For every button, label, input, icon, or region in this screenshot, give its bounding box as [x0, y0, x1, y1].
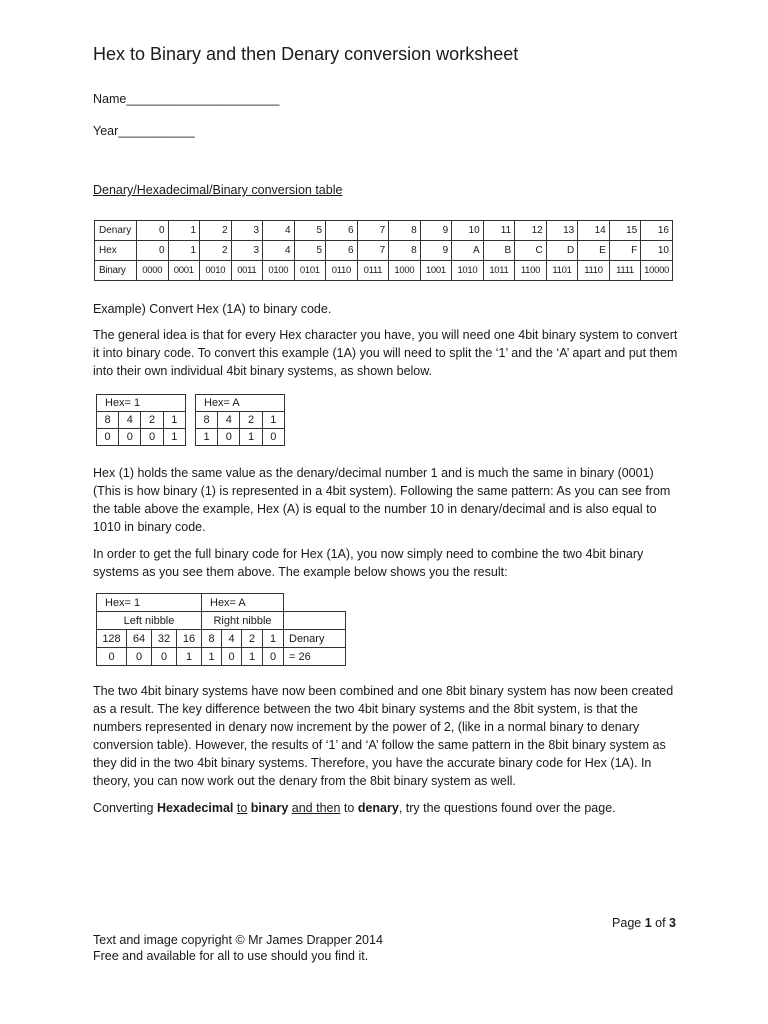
table-cell: 1011: [483, 261, 515, 281]
hex-row: [95, 241, 673, 261]
denary-label: Denary: [284, 630, 346, 648]
conversion-table: [94, 220, 673, 281]
table-cell: 0: [137, 221, 169, 241]
table-cell: 1100: [515, 261, 547, 281]
nibble-header: Hex= A: [196, 395, 285, 412]
weight-cell: 4: [218, 412, 240, 429]
bit-cell: 0: [127, 648, 152, 666]
nibble-header: Hex= 1: [97, 395, 186, 412]
table-cell: A: [452, 241, 484, 261]
table-cell: 0110: [326, 261, 358, 281]
weight-cell: 64: [127, 630, 152, 648]
underlined-to: to: [236, 801, 248, 815]
bit-cell: 0: [152, 648, 177, 666]
copyright-line: Text and image copyright © Mr James Drapper 2014: [93, 933, 383, 947]
table-cell: 16: [641, 221, 673, 241]
table-cell: 2: [200, 241, 232, 261]
table-cell: 0001: [168, 261, 200, 281]
page-number: [612, 916, 676, 930]
table-cell: 0: [137, 241, 169, 261]
page-total: 3: [669, 916, 676, 930]
table-cell: 1111: [609, 261, 641, 281]
byte-table: [96, 593, 346, 666]
example-title: Example) Convert Hex (1A) to binary code.: [93, 302, 332, 316]
bit-cell: 1: [202, 648, 222, 666]
binary-row: [95, 261, 673, 281]
table-cell: E: [578, 241, 610, 261]
bit-cell: 0: [263, 648, 284, 666]
weight-cell: 1: [163, 412, 185, 429]
page-prefix: Page: [612, 916, 645, 930]
page-current: 1: [644, 916, 652, 930]
bold-term-hexadecimal: Hexadecimal: [156, 801, 234, 815]
table-cell: 10: [641, 241, 673, 261]
weight-cell: 4: [222, 630, 242, 648]
table-cell: 8: [389, 241, 421, 261]
weight-cell: 4: [119, 412, 141, 429]
weight-cell: 16: [177, 630, 202, 648]
bit-cell: 0: [97, 429, 119, 446]
table-cell: 2: [200, 221, 232, 241]
table-cell: 3: [231, 241, 263, 261]
table-cell: 13: [546, 221, 578, 241]
bit-cell: 0: [218, 429, 240, 446]
row-label: Hex: [95, 241, 137, 261]
weight-cell: 1: [263, 630, 284, 648]
right-nibble-label: Right nibble: [202, 612, 284, 630]
table-cell: 0000: [137, 261, 169, 281]
paragraph-nibble-explanation: Hex (1) holds the same value as the denary/decimal number 1 and is much the same in binary (0001) (This is how binary (1) is represented in a 4bit system). Following the same pattern: As you can see from the table above the example, Hex (A) is equal to the number 10 in denary/decimal and is also equal to 1010 in binary code.: [93, 466, 671, 534]
table-cell: 9: [420, 221, 452, 241]
table-cell: 3: [231, 221, 263, 241]
weight-cell: 8: [97, 412, 119, 429]
table-cell: 6: [326, 221, 358, 241]
table-cell: 9: [420, 241, 452, 261]
bit-cell: 0: [222, 648, 242, 666]
table-cell: 7: [357, 221, 389, 241]
table-heading: Denary/Hexadecimal/Binary conversion table: [93, 183, 343, 197]
table-cell: 0100: [263, 261, 295, 281]
page-of: of: [651, 916, 670, 930]
table-cell: B: [483, 241, 515, 261]
table-cell: 1101: [546, 261, 578, 281]
text-span: to: [340, 801, 358, 815]
table-cell: 10000: [641, 261, 673, 281]
weight-cell: 8: [196, 412, 218, 429]
table-cell: 1110: [578, 261, 610, 281]
bit-cell: 1: [196, 429, 218, 446]
denary-row: [95, 221, 673, 241]
usage-line: Free and available for all to use should you find it.: [93, 949, 369, 963]
table-cell: 4: [263, 221, 295, 241]
table-cell: F: [609, 241, 641, 261]
table-cell: C: [515, 241, 547, 261]
bit-cell: 1: [163, 429, 185, 446]
nibble-table-hex-a: [195, 394, 285, 446]
paragraph-combine-explanation: In order to get the full binary code for Hex (1A), you now simply need to combine the two 4bit binary systems as you see them above. The example below shows you the result:: [93, 547, 644, 579]
table-cell: 0010: [200, 261, 232, 281]
weight-cell: 8: [202, 630, 222, 648]
table-cell: 0011: [231, 261, 263, 281]
table-cell: 1010: [452, 261, 484, 281]
table-cell: D: [546, 241, 578, 261]
bit-cell: 0: [97, 648, 127, 666]
table-cell: 8: [389, 221, 421, 241]
nibble-table-hex-1: [96, 394, 186, 446]
table-cell: 1001: [420, 261, 452, 281]
row-label: Binary: [95, 261, 137, 281]
weight-cell: 2: [141, 412, 163, 429]
table-cell: 4: [263, 241, 295, 261]
byte-hex-left: Hex= 1: [97, 594, 202, 612]
text-span: Converting: [93, 801, 157, 815]
weight-cell: 2: [242, 630, 263, 648]
table-cell: 1000: [389, 261, 421, 281]
table-cell: 5: [294, 221, 326, 241]
table-cell: 12: [515, 221, 547, 241]
table-cell: 6: [326, 241, 358, 261]
bold-term-binary: binary: [250, 801, 289, 815]
page-title: Hex to Binary and then Denary conversion worksheet: [93, 44, 519, 64]
weight-cell: 32: [152, 630, 177, 648]
row-label: Denary: [95, 221, 137, 241]
bit-cell: 1: [242, 648, 263, 666]
table-cell: 10: [452, 221, 484, 241]
bit-cell: 0: [141, 429, 163, 446]
table-cell: 5: [294, 241, 326, 261]
bold-term-denary: denary: [357, 801, 399, 815]
bit-cell: 0: [262, 429, 284, 446]
weight-cell: 2: [240, 412, 262, 429]
bit-cell: 1: [240, 429, 262, 446]
weight-cell: 128: [97, 630, 127, 648]
name-field: Name______________________: [93, 92, 280, 106]
bit-cell: 0: [119, 429, 141, 446]
paragraph-8bit-explanation: The two 4bit binary systems have now been combined and one 8bit binary system has now been created as a result. The key difference between the two 4bit binary systems and the 8bit system, is that the numbers represented in denary now increment by the power of 2, (like in a normal binary to denary conversion table). However, the results of ‘1’ and ‘A’ follow the same pattern in the 8bit binary system as they did in the two 4bit binary systems. Therefore, you have the accurate binary code for Hex (1A). In theory, you can now work out the denary from the 8bit binary system as well.: [93, 684, 674, 788]
left-nibble-label: Left nibble: [97, 612, 202, 630]
bit-cell: 1: [177, 648, 202, 666]
table-cell: 11: [483, 221, 515, 241]
table-cell: 14: [578, 221, 610, 241]
weight-cell: 1: [262, 412, 284, 429]
table-cell: 15: [609, 221, 641, 241]
table-cell: 7: [357, 241, 389, 261]
table-cell: 0111: [357, 261, 389, 281]
byte-hex-right: Hex= A: [202, 594, 284, 612]
copyright-footer: [93, 932, 383, 964]
table-cell: 1: [168, 221, 200, 241]
paragraph-split-explanation: The general idea is that for every Hex character you have, you will need one 4bit binary system to convert it into binary code. To convert this example (1A) you will need to split the ‘1’ and the ‘A’ apart and put them into their own individual 4bit binary systems, as shown below.: [93, 328, 678, 378]
table-cell: 0101: [294, 261, 326, 281]
denary-result: = 26: [284, 648, 346, 666]
paragraph-instructions: [93, 799, 678, 817]
year-field: Year___________: [93, 124, 195, 138]
text-span: , try the questions found over the page.: [398, 801, 616, 815]
underlined-and-then: and then: [291, 801, 341, 815]
table-cell: 1: [168, 241, 200, 261]
